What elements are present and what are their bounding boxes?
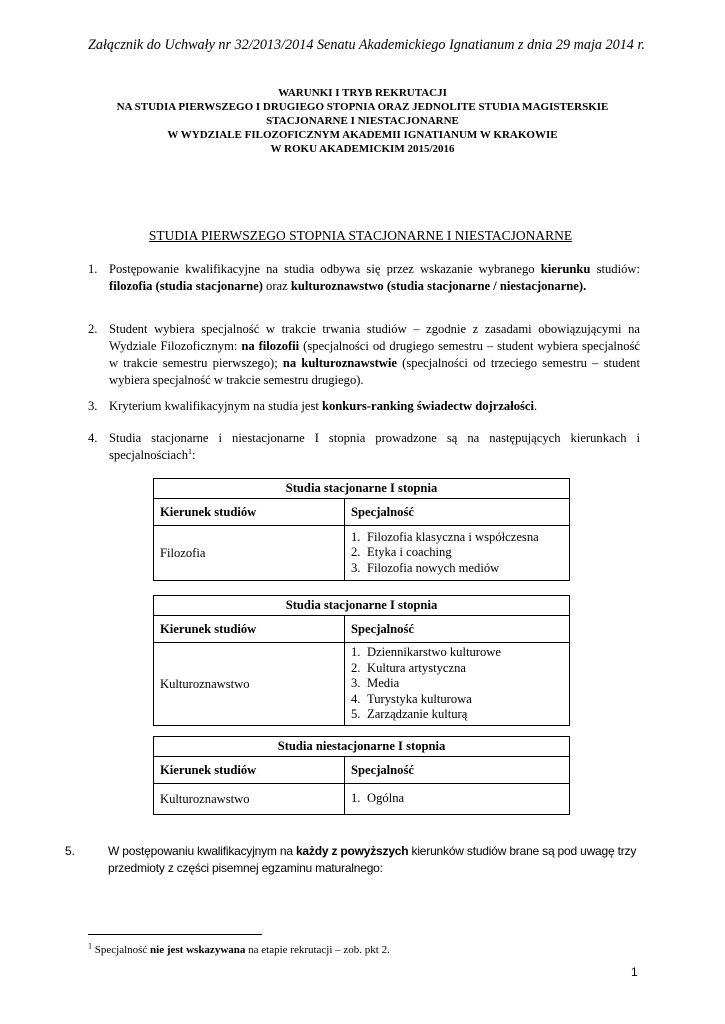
- document-title-block: [70, 86, 655, 156]
- text-run: oraz: [262, 279, 291, 293]
- table-kulturoznawstwo-stacjonarne: [153, 595, 570, 726]
- text-run: Studia stacjonarne i niestacjonarne I stopnia prowadzone są na następujących kierunkach i specjalnościach: [109, 431, 640, 462]
- paragraph-2: [109, 321, 640, 389]
- spec-item: [351, 561, 563, 577]
- text-run: Specjalność: [92, 944, 151, 956]
- text-run: Postępowanie kwalifikacyjne na studia odbywa się przez wskazanie wybranego: [109, 262, 541, 276]
- paragraph-5: [108, 843, 668, 877]
- title-line: STACJONARNE I NIESTACJONARNE: [266, 115, 459, 127]
- bold-text: każdy z powyższych: [295, 844, 409, 858]
- page-number: 1: [631, 965, 638, 979]
- table-kulturoznawstwo-niestacjonarne: [153, 736, 570, 815]
- column-header-specjalnosc: Specjalność: [345, 499, 570, 526]
- text-run: Kryterium kwalifikacyjnym na studia jest: [109, 399, 322, 413]
- spec-item: [351, 530, 563, 546]
- spec-item: [351, 791, 563, 807]
- column-header-kierunek: Kierunek studiów: [154, 616, 345, 643]
- table-cell-kierunek: Kulturoznawstwo: [154, 643, 345, 726]
- paragraph-5-block: [65, 843, 637, 875]
- table-filozofia: [153, 478, 570, 581]
- footnote-separator: [88, 934, 262, 935]
- footnote-text: [92, 944, 390, 956]
- text-run: (specjalności od drugiego semestru – student wybiera specjalność w trakcie semestru pierwszego);: [109, 339, 640, 370]
- item-number: 4.: [88, 431, 98, 445]
- spec-item-label: Etyka i coaching: [367, 545, 452, 560]
- spec-item-label: Turystyka kulturowa: [367, 691, 472, 706]
- bold-text: kierunku: [540, 262, 591, 276]
- column-header-specjalnosc: Specjalność: [345, 757, 570, 784]
- table-caption: Studia stacjonarne I stopnia: [154, 479, 570, 499]
- table-cell-specs: [345, 526, 570, 581]
- title-line: NA STUDIA PIERWSZEGO I DRUGIEGO STOPNIA ORAZ JEDNOLITE STUDIA MAGISTERSKIE: [116, 101, 609, 113]
- section-title: STUDIA PIERWSZEGO STOPNIA STACJONARNE I NIESTACJONARNE: [148, 228, 573, 243]
- spec-item-label: Ogólna: [367, 791, 405, 806]
- spec-item: [351, 676, 563, 692]
- spec-item-label: Media: [367, 676, 400, 691]
- bold-text: na kulturoznawstwie: [282, 356, 397, 370]
- column-header-kierunek: Kierunek studiów: [154, 499, 345, 526]
- text-run: .: [534, 399, 538, 413]
- spec-item-number: 2.: [351, 545, 361, 560]
- text-run: (specjalności od trzeciego semestru – student wybiera specjalność w trakcie semestru drugiego).: [109, 356, 640, 387]
- bold-text: na filozofii: [241, 339, 300, 353]
- spec-item-number: 1.: [351, 791, 361, 806]
- bold-text: nie jest wskazywana: [150, 944, 246, 956]
- bold-text: konkurs-ranking świadectw dojrzałości: [322, 399, 535, 413]
- table-caption: Studia stacjonarne I stopnia: [154, 596, 570, 616]
- text-run: W postępowaniu kwalifikacyjnym na: [108, 844, 296, 858]
- item-number: 1.: [88, 262, 98, 276]
- spec-item-number: 2.: [351, 660, 361, 675]
- text-run: Student wybiera specjalność w trakcie trwania studiów – zgodnie z zasadami obowiązującymi na Wydziale Filozoficznym:: [109, 322, 640, 353]
- title-line: W ROKU AKADEMICKIM 2015/2016: [270, 143, 455, 155]
- spec-item-label: Filozofia klasyczna i współczesna: [367, 529, 539, 544]
- spec-item-number: 4.: [351, 691, 361, 706]
- text-run: kierunków studiów brane są pod uwagę trzy przedmioty z części pisemnej egzaminu maturalnego:: [108, 844, 637, 875]
- spec-item-number: 1.: [351, 529, 361, 544]
- spec-item-label: Dziennikarstwo kulturowe: [367, 645, 501, 660]
- item-number: 2.: [88, 322, 98, 336]
- bold-text: filozofia (studia stacjonarne): [109, 279, 263, 293]
- footnote-mark: 1: [88, 941, 92, 951]
- spec-list: [351, 530, 563, 577]
- footnote-reference: 1: [188, 446, 193, 456]
- paragraph-4: [109, 430, 640, 464]
- bold-text: kulturoznawstwo (studia stacjonarne / niestacjonarne).: [290, 279, 587, 293]
- column-header-kierunek: Kierunek studiów: [154, 757, 345, 784]
- spec-item: [351, 692, 563, 708]
- title-line: W WYDZIALE FILOZOFICZNYM AKADEMII IGNATIANUM W KRAKOWIE: [167, 129, 558, 141]
- document-header: Załącznik do Uchwały nr 32/2013/2014 Senatu Akademickiego Ignatianum z dnia 29 maja 2014 r.: [88, 37, 645, 53]
- spec-item-label: Filozofia nowych mediów: [367, 560, 500, 575]
- spec-item-number: 3.: [351, 676, 361, 691]
- title-line: WARUNKI I TRYB REKRUTACJI: [278, 87, 447, 99]
- spec-item-label: Zarządzanie kulturą: [367, 707, 468, 722]
- table-cell-kierunek: Kulturoznawstwo: [154, 784, 345, 815]
- spec-item-label: Kultura artystyczna: [367, 660, 466, 675]
- table-cell-specs: [345, 784, 570, 815]
- text-run: na etapie rekrutacji – zob. pkt 2.: [245, 944, 390, 956]
- table-cell-specs: [345, 643, 570, 726]
- spec-item-number: 1.: [351, 645, 361, 660]
- spec-item: [351, 707, 563, 723]
- paragraph-3: [109, 398, 640, 415]
- table-cell-kierunek: Filozofia: [154, 526, 345, 581]
- text-run: :: [192, 448, 196, 462]
- footnote: [88, 941, 390, 956]
- column-header-specjalnosc: Specjalność: [345, 616, 570, 643]
- text-run: studiów:: [590, 262, 640, 276]
- table-caption: Studia niestacjonarne I stopnia: [154, 737, 570, 757]
- item-number: 5.: [65, 844, 75, 858]
- spec-list: [351, 645, 563, 723]
- spec-item-number: 5.: [351, 707, 361, 722]
- spec-item: [351, 645, 563, 661]
- spec-item-number: 3.: [351, 560, 361, 575]
- paragraph-1: [109, 261, 640, 295]
- spec-item: [351, 545, 563, 561]
- spec-list: [351, 791, 563, 807]
- spec-item: [351, 661, 563, 677]
- item-number: 3.: [88, 399, 98, 413]
